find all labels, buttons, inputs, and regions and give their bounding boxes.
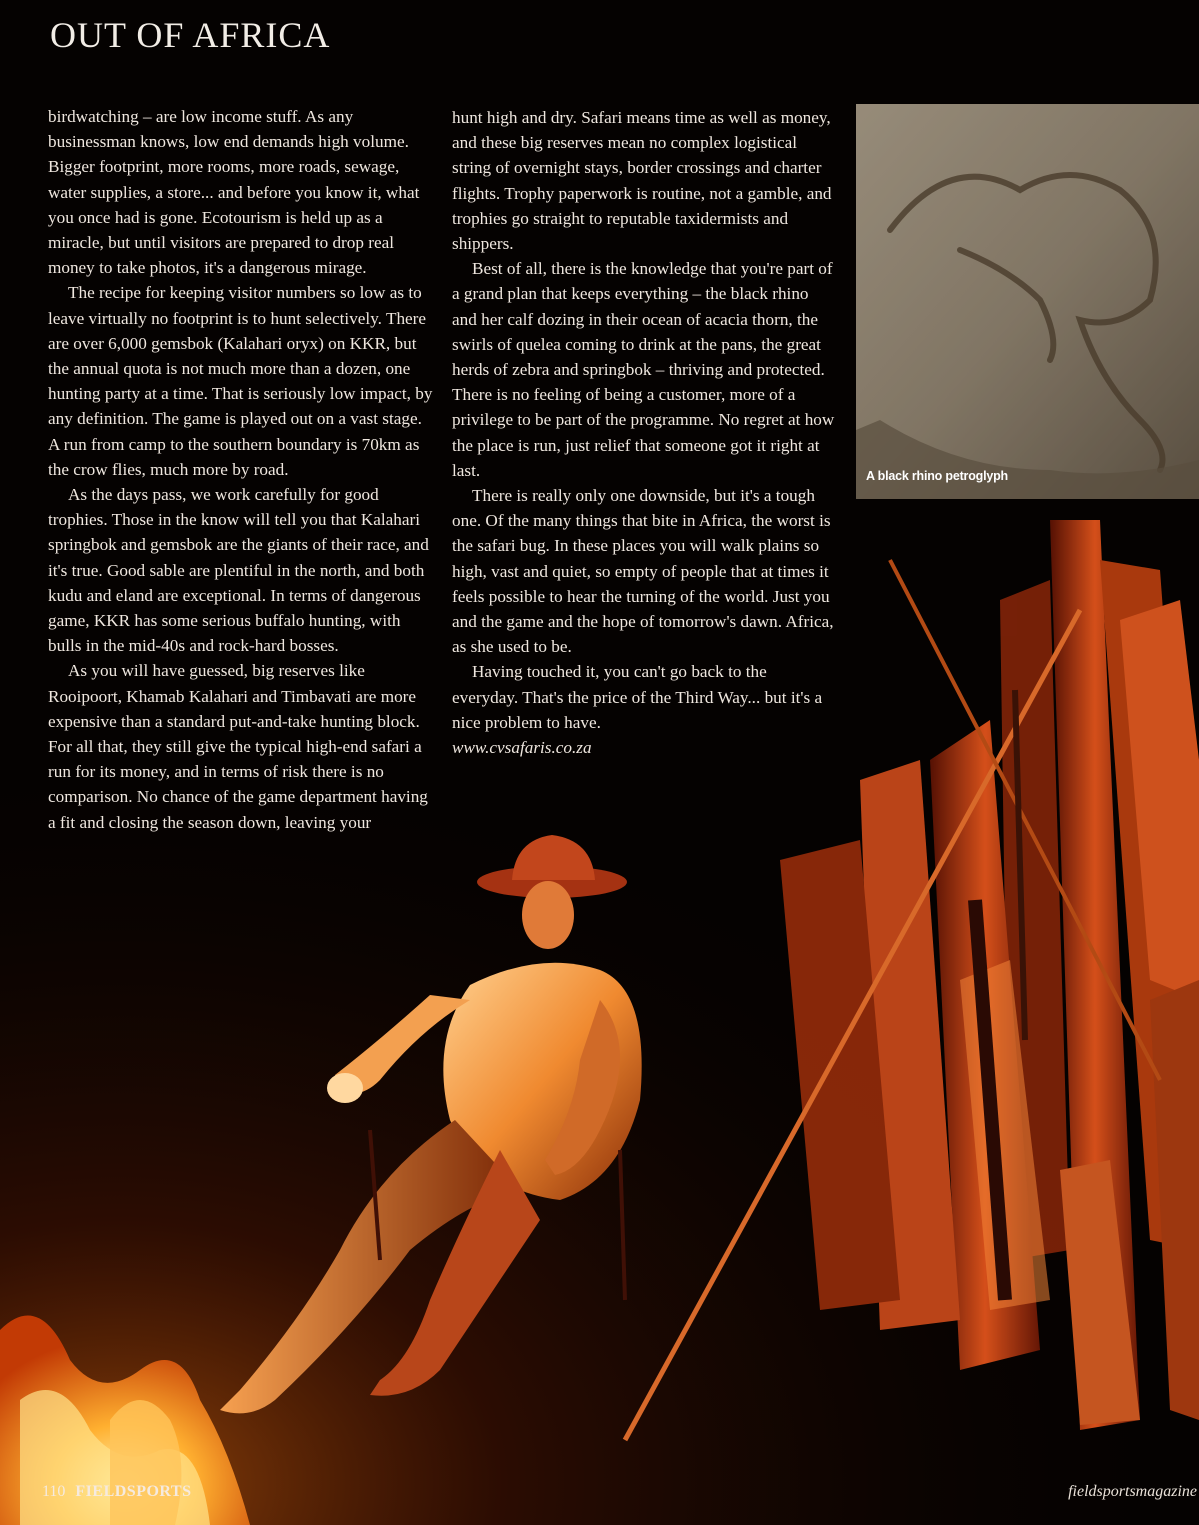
article-column-left bbox=[48, 104, 436, 835]
magazine-name: FIELDSPORTS bbox=[75, 1483, 192, 1500]
outfitter-url[interactable]: www.cvsafaris.co.za bbox=[452, 738, 592, 758]
article-paragraph: As the days pass, we work carefully for good trophies. Those in the know will tell you that Kalahari springbok and gemsbok are the giants of their race, and it's true. Good sable are plentiful in the north, and both kudu and eland are exceptional. In terms of dangerous game, KKR has some serious buffalo hunting, with bulls in the mid-40s and rock-hard bosses. bbox=[48, 485, 429, 656]
article-paragraph: Having touched it, you can't go back to the everyday. That's the price of the Third Way... but it's a nice problem to have. bbox=[452, 662, 823, 732]
article-paragraph: birdwatching – are low income stuff. As any businessman knows, low end demands high volume. Bigger footprint, more rooms, more roads, sewage, water supplies, a store... and before you know it, what you once had is gone. Ecotourism is held up as a miracle, but until visitors are prepared to drop real money to take photos, it's a dangerous mirage. bbox=[48, 107, 420, 278]
article-paragraph: hunt high and dry. Safari means time as well as money, and these big reserves mean no complex logistical string of overnight stays, border crossings and charter flights. Trophy paperwork is routine, not a gamble, and trophies go straight to reputable taxidermists and shippers. bbox=[452, 108, 832, 254]
article-title: OUT OF AFRICA bbox=[50, 15, 331, 55]
article-column-right bbox=[452, 105, 836, 760]
photo-caption: A black rhino petroglyph bbox=[866, 469, 1008, 483]
page-folio bbox=[42, 1483, 191, 1501]
article-paragraph: There is really only one downside, but it's a tough one. Of the many things that bite in Africa, the worst is the safari bug. In these places you will walk plains so high, vast and quiet, so empty of people that at times it feels possible to hear the turning of the world. Just you and the game and the hope of tomorrow's dawn. Africa, as she used to be. bbox=[452, 486, 834, 657]
article-paragraph: The recipe for keeping visitor numbers so low as to leave virtually no footprint is to hunt selectively. There are over 6,000 gemsbok (Kalahari oryx) on KKR, but the annual quota is not much more than a dozen, one hunting party at a time. That is seriously low impact, by any definition. The game is played out on a vast stage. A run from camp to the southern boundary is 70km as the crow flies, much more by road. bbox=[48, 283, 433, 479]
magazine-website: fieldsportsmagazine bbox=[1068, 1483, 1197, 1500]
article-paragraph: As you will have guessed, big reserves like Rooipoort, Khamab Kalahari and Timbavati are more expensive than a standard put-and-take hunting block. For all that, they still give the typical high-end safari a run for its money, and in terms of risk there is no comparison. No chance of the game department having a fit and closing the season down, leaving your bbox=[48, 661, 428, 832]
article-paragraph: Best of all, there is the knowledge that you're part of a grand plan that keeps everything – the black rhino and her calf dozing in their ocean of acacia thorn, the swirls of quelea coming to drink at the pans, the great herds of zebra and springbok – thriving and protected. There is no feeling of being a customer, more of a privilege to be part of the programme. No regret at how the place is run, just relief that someone got it right at last. bbox=[452, 259, 835, 480]
page-number: 110 bbox=[42, 1483, 66, 1500]
